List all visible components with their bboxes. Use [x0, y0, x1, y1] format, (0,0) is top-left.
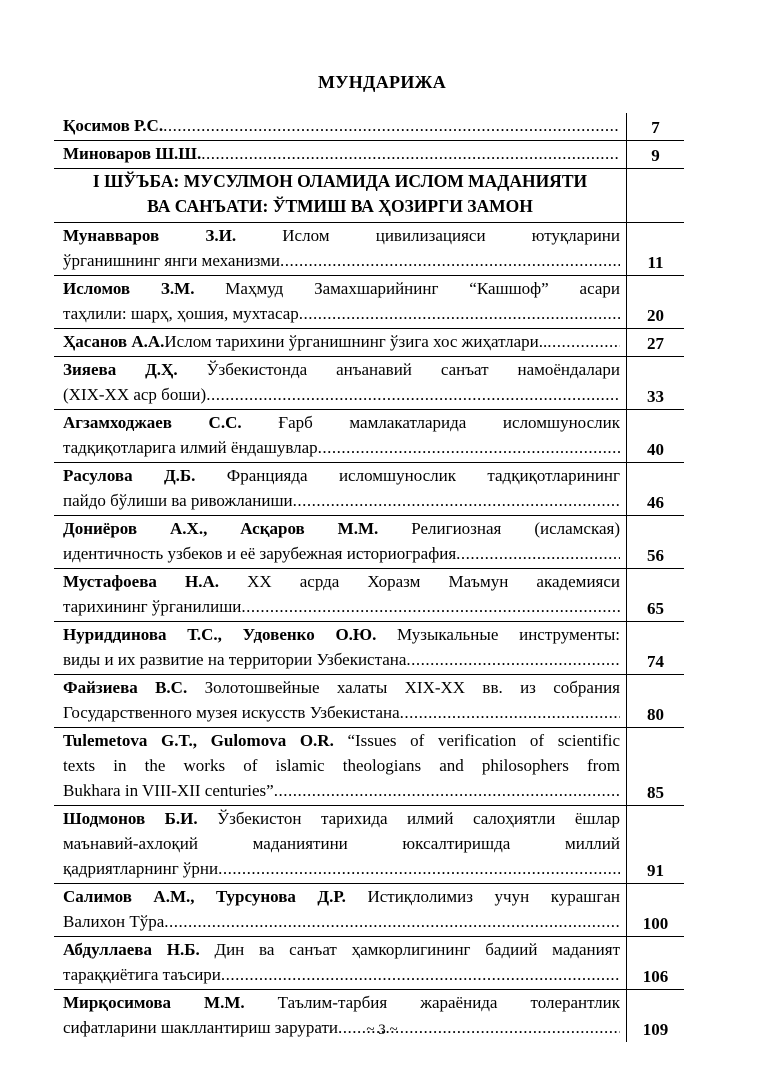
- toc-line: [63, 909, 620, 934]
- toc-entry-row: [54, 884, 684, 937]
- dot-leader: [163, 113, 620, 138]
- article-title: ХХ асрда Хоразм Маъмун академияси: [247, 572, 620, 591]
- page-number-cell: 100: [626, 884, 684, 936]
- author-name: Шодмонов Б.И.: [63, 809, 218, 828]
- article-title: Валихон Тўра: [63, 912, 165, 931]
- table-of-contents: [54, 113, 684, 1042]
- dot-leader: [299, 301, 620, 326]
- article-title: Bukhara in VIII-XII centuries”: [63, 781, 274, 800]
- dot-leader: [318, 435, 620, 460]
- page-number-footer: ~ 3 ~: [366, 1022, 398, 1038]
- toc-line: [63, 806, 620, 831]
- article-title: Золотошвейные халаты ХIХ-ХХ вв. из собрания: [204, 678, 620, 697]
- toc-line: [63, 753, 620, 778]
- toc-entry-text: [54, 329, 626, 356]
- toc-entry-row: [54, 622, 684, 675]
- toc-line: [63, 223, 620, 248]
- toc-line: [63, 410, 620, 435]
- page-number-cell: 20: [626, 276, 684, 328]
- article-title: Ислом цивилизацияси ютуқларини: [282, 226, 620, 245]
- page-number-cell: 109: [626, 990, 684, 1042]
- toc-line: [63, 301, 620, 326]
- toc-entry-row: [54, 728, 684, 806]
- article-title: “Issues of verification of scientific: [347, 731, 620, 750]
- author-name: Зияева Д.Ҳ.: [63, 360, 207, 379]
- dot-leader: [201, 141, 620, 166]
- toc-line: [63, 937, 620, 962]
- article-title: Истиқлолимиз учун курашган: [367, 887, 620, 906]
- toc-line: [63, 990, 620, 1015]
- page-title: МУНДАРИЖА: [317, 72, 447, 92]
- page-number-cell: 106: [626, 937, 684, 989]
- toc-entry-row: [54, 357, 684, 410]
- article-title: (ХIХ-ХХ аср боши): [63, 385, 207, 404]
- toc-line: [63, 778, 620, 803]
- page-number-cell: 33: [626, 357, 684, 409]
- toc-entry-text: [54, 806, 626, 883]
- dot-leader: [218, 856, 620, 881]
- toc-line: [63, 276, 620, 301]
- toc-line: [63, 329, 620, 354]
- article-title: тараққиётига таъсири: [63, 965, 221, 984]
- article-title: Ўзбекистонда анъанавий санъат намоёндалари: [206, 360, 620, 379]
- page-number-cell: 80: [626, 675, 684, 727]
- toc-line: [63, 141, 620, 166]
- dot-leader: [274, 778, 620, 803]
- dot-leader: [406, 647, 620, 672]
- article-title: Ислом тарихини ўрганишнинг ўзига хос жиҳатлари..: [164, 332, 548, 351]
- article-title: texts in the works of islamic theologians and philosophers from: [63, 756, 620, 775]
- article-title: Религиозная (исламская): [411, 519, 620, 538]
- author-name: Миноваров Ш.Ш.: [63, 144, 202, 163]
- toc-entry-row: [54, 516, 684, 569]
- author-name: Абдуллаева Н.Б.: [63, 940, 215, 959]
- toc-entry-text: [54, 622, 626, 674]
- toc-line: [63, 962, 620, 987]
- toc-line: [63, 463, 620, 488]
- toc-line: [63, 700, 620, 725]
- article-title: Ғарб мамлакатларида исломшунослик: [278, 413, 620, 432]
- author-name: Исломов З.М.: [63, 279, 226, 298]
- toc-line: [63, 248, 620, 273]
- toc-entry-row: [54, 223, 684, 276]
- article-title: таҳлили: шарҳ, ҳошия, мухтасар: [63, 304, 299, 323]
- dot-leader: [221, 962, 620, 987]
- author-name: Мунавваров З.И.: [63, 226, 283, 245]
- author-name: Мирқосимова М.М.: [63, 993, 278, 1012]
- dot-leader: [456, 541, 620, 566]
- toc-entry-text: [54, 675, 626, 727]
- article-title: Ўзбекистон тарихида илмий салоҳиятли ёшлар: [217, 809, 620, 828]
- toc-entry-row: [54, 463, 684, 516]
- toc-entry-text: [54, 884, 626, 936]
- toc-line: [63, 884, 620, 909]
- dot-leader: [164, 909, 620, 934]
- toc-entry-row: [54, 141, 684, 169]
- author-name: Нуриддинова Т.С., Удовенко О.Ю.: [63, 625, 398, 644]
- toc-line: [63, 594, 620, 619]
- toc-line: [63, 569, 620, 594]
- dot-leader: [400, 700, 620, 725]
- page-number-cell: 74: [626, 622, 684, 674]
- toc-line: [63, 113, 620, 138]
- toc-entry-row: [54, 937, 684, 990]
- dot-leader: [547, 329, 620, 354]
- article-title: виды и их развитие на территории Узбекистана: [63, 650, 407, 669]
- page-number-cell: 40: [626, 410, 684, 462]
- article-title: Музыкальные инструменты:: [397, 625, 620, 644]
- section-heading-row: [54, 169, 684, 223]
- page-number-cell: 85: [626, 728, 684, 805]
- article-title: сифатларини шакллантириш зарурати: [63, 1018, 338, 1037]
- toc-entry-row: [54, 329, 684, 357]
- author-name: Салимов А.М., Турсунова Д.Р.: [63, 887, 368, 906]
- toc-line: [63, 856, 620, 881]
- article-title: Маҳмуд Замахшарийнинг “Кашшоф” асари: [225, 279, 620, 298]
- dot-leader: [293, 488, 620, 513]
- page-number-cell: 7: [626, 113, 684, 140]
- toc-entry-row: [54, 675, 684, 728]
- article-title: Дин ва санъат ҳамкорлигининг бадиий маданият: [214, 940, 620, 959]
- dot-leader: [241, 594, 620, 619]
- toc-entry-text: [54, 113, 626, 140]
- toc-entry-text: [54, 276, 626, 328]
- toc-entry-row: [54, 569, 684, 622]
- article-title: Таълим-тарбия жараёнида толерантлик: [277, 993, 620, 1012]
- toc-entry-text: [54, 357, 626, 409]
- toc-entry-row: [54, 113, 684, 141]
- section-heading-line: I ШЎЪБА: МУСУЛМОН ОЛАМИДА ИСЛОМ МАДАНИЯТИ: [92, 171, 588, 191]
- page-number-cell: 9: [626, 141, 684, 168]
- toc-entry-row: [54, 410, 684, 463]
- page-number-cell: 27: [626, 329, 684, 356]
- toc-entry-row: [54, 276, 684, 329]
- toc-entry-text: [54, 141, 626, 168]
- article-title: идентичность узбеков и её зарубежная историография: [63, 544, 457, 563]
- toc-line: [63, 675, 620, 700]
- page-number-cell: 11: [626, 223, 684, 275]
- article-title: қадриятларнинг ўрни: [63, 859, 219, 878]
- page-number-cell: 65: [626, 569, 684, 621]
- article-title: пайдо бўлиши ва ривожланиши: [63, 491, 293, 510]
- toc-line: [63, 728, 620, 753]
- author-name: Дониёров А.Х., Асқаров М.М.: [63, 519, 412, 538]
- article-title: тарихининг ўрганилиши: [63, 597, 242, 616]
- toc-entry-text: [54, 728, 626, 805]
- article-title: ўрганишнинг янги механизми: [63, 251, 280, 270]
- toc-entry-text: [54, 516, 626, 568]
- author-name: Мустафоева Н.А.: [63, 572, 248, 591]
- toc-line: [63, 435, 620, 460]
- toc-entry-text: [54, 463, 626, 515]
- toc-line: [63, 647, 620, 672]
- dot-leader: [280, 248, 620, 273]
- toc-entry-text: [54, 410, 626, 462]
- toc-entry-text: [54, 223, 626, 275]
- page-number-cell: 46: [626, 463, 684, 515]
- author-name: Расулова Д.Б.: [63, 466, 227, 485]
- article-title: Государственного музея искусств Узбекистана: [63, 703, 400, 722]
- author-name: Агзамходжаев С.С.: [63, 413, 279, 432]
- author-name: Tulemetova G.T., Gulomova O.R.: [63, 731, 348, 750]
- article-title: Францияда исломшунослик тадқиқотларининг: [226, 466, 620, 485]
- toc-line: [63, 831, 620, 856]
- author-name: Қосимов Р.С.: [63, 116, 164, 135]
- dot-leader: [206, 382, 620, 407]
- toc-line: [63, 357, 620, 382]
- author-name: Файзиева В.С.: [63, 678, 205, 697]
- toc-entry-row: [54, 806, 684, 884]
- toc-entry-text: [54, 937, 626, 989]
- article-title: маънавий-ахлоқий маданиятини юксалтиришда миллий: [63, 834, 620, 853]
- toc-line: [63, 541, 620, 566]
- toc-entry-text: [54, 169, 626, 222]
- article-title: тадқиқотларига илмий ёндашувлар: [63, 438, 318, 457]
- toc-entry-text: [54, 569, 626, 621]
- page-number-cell: 91: [626, 806, 684, 883]
- toc-line: [63, 516, 620, 541]
- page-number-cell: [626, 169, 684, 222]
- section-heading-line: ВА САНЪАТИ: ЎТМИШ ВА ҲОЗИРГИ ЗАМОН: [147, 196, 533, 216]
- toc-line: [63, 488, 620, 513]
- page-number-cell: 56: [626, 516, 684, 568]
- author-name: Ҳасанов А.А.: [63, 332, 165, 351]
- toc-line: [63, 622, 620, 647]
- toc-line: [63, 382, 620, 407]
